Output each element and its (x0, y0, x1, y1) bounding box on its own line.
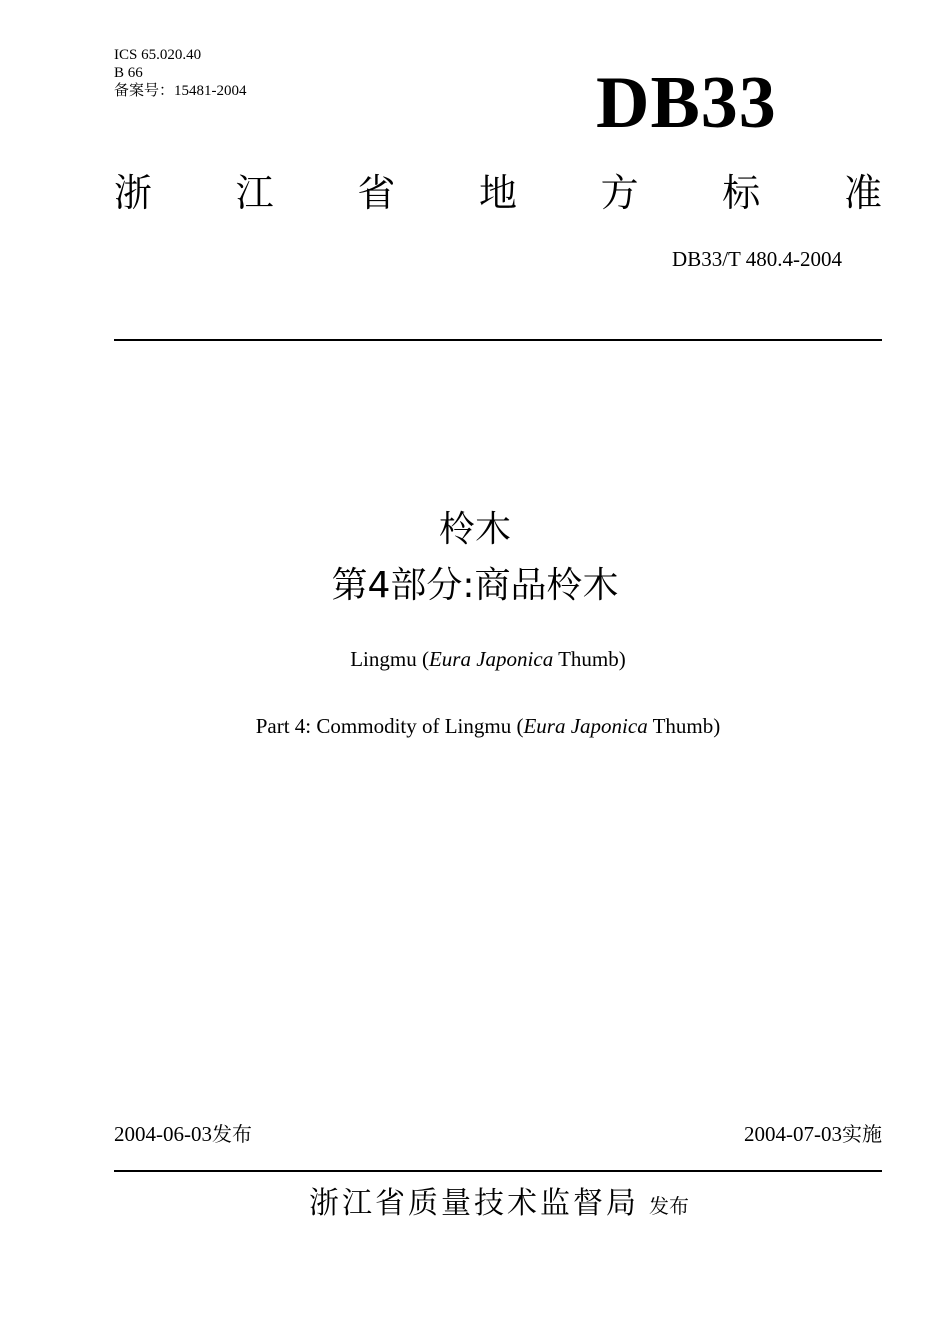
ccs-code: B 66 (114, 65, 143, 81)
standard-code-logo: DB33 (596, 62, 777, 144)
implement-date-label: 实施 (842, 1122, 882, 1146)
top-divider (114, 339, 882, 341)
issuer-org: 浙江省质量技术监督局 (309, 1186, 639, 1221)
standard-number: DB33/T 480.4-2004 (672, 247, 842, 271)
standard-type-heading (114, 168, 882, 218)
title-en-part (0, 713, 950, 739)
title-en-main-latin: Eura Japonica (428, 647, 554, 671)
title-cn-part: 第4部分:商品柃木 (331, 565, 619, 606)
implement-date-value: 2004-07-03 (744, 1122, 842, 1146)
standard-type-char: 省 (357, 171, 396, 215)
standard-type-char: 江 (235, 171, 274, 215)
standard-type-char: 浙 (114, 171, 153, 215)
filing-number: 备案号：15481-2004 (114, 83, 247, 99)
standard-type-char: 标 (722, 171, 761, 215)
title-en-part-text: Part 4: Commodity of Lingmu ( (255, 714, 524, 738)
title-cn-main: 柃木 (438, 509, 511, 550)
ics-code: ICS 65.020.40 (114, 47, 202, 63)
standard-type-char: 方 (600, 171, 639, 215)
issuer-line (0, 1184, 950, 1228)
issue-date-label: 发布 (212, 1122, 252, 1146)
title-en-part-latin: Eura Japonica (523, 714, 648, 738)
issue-date-value: 2004-06-03 (114, 1122, 212, 1146)
bottom-divider (114, 1170, 882, 1172)
standard-type-char: 地 (478, 171, 517, 215)
title-en-part-text-end: Thumb) (647, 714, 721, 738)
title-en-main (0, 646, 950, 672)
issue-date (114, 1121, 252, 1147)
title-en-main-text-end: Thumb) (553, 647, 626, 671)
title-en-main-text: Lingmu ( (350, 647, 429, 671)
implement-date (744, 1121, 882, 1147)
issuer-action: 发布 (649, 1194, 689, 1218)
standard-type-char: 准 (843, 171, 882, 215)
